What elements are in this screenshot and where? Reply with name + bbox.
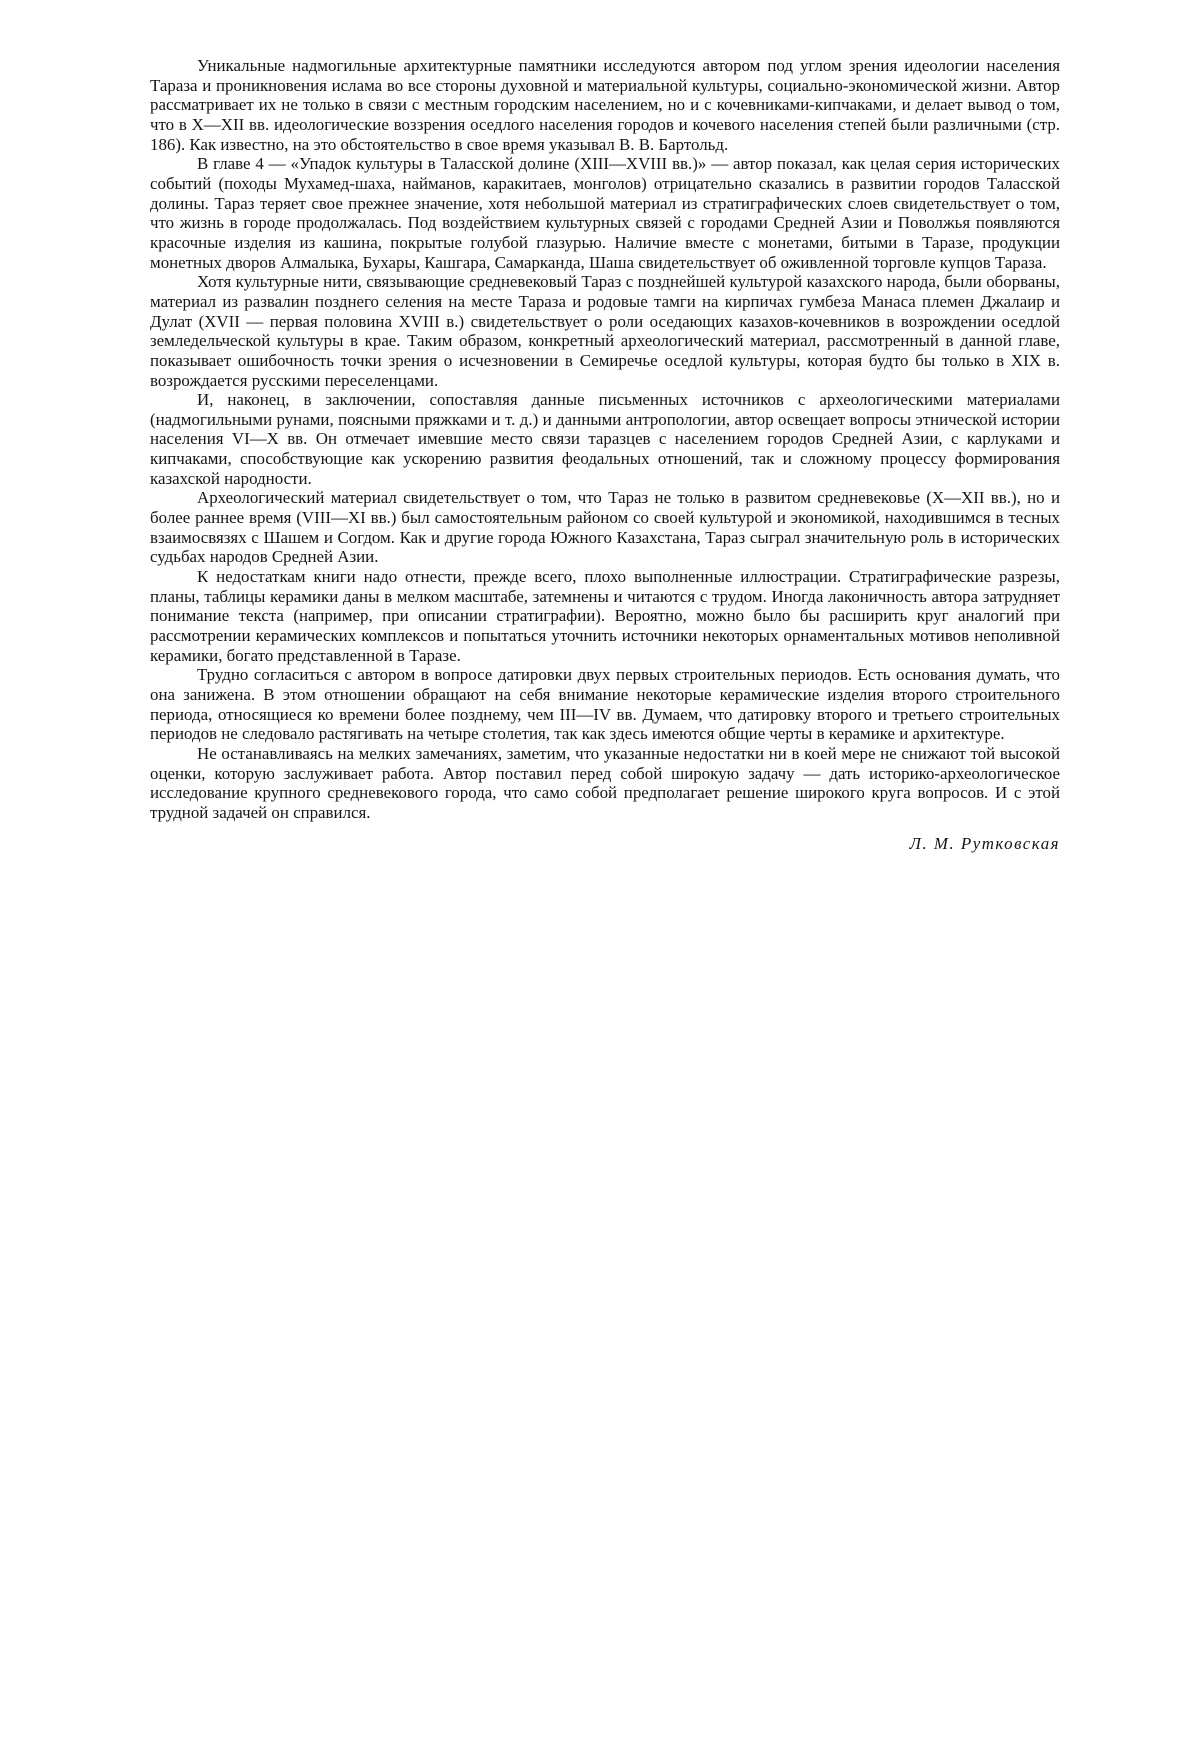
paragraph-1: Уникальные надмогильные архитектурные памятники исследуются автором под углом зрения идеологии населения Тараза и проникновения ислама во все стороны духовной и материальной культуры, социально-экономической жизни. Автор рассматривает их не только в связи с местным городским населением, но и с кочевниками-кипчаками, и делает вывод о том, что в X—XII вв. идеологические воззрения оседлого населения городов и кочевого населения степей были различными (стр. 186). Как известно, на это обстоятельство в свое время указывал В. В. Бартольд. xyxy=(150,56,1060,154)
paragraph-7: Трудно согласиться с автором в вопросе датировки двух первых строительных периодов. Есть основания думать, что она занижена. В этом отношении обращают на себя внимание некоторые керамические изделия второго строительного периода, относящиеся ко времени более позднему, чем III—IV вв. Думаем, что датировку второго и третьего строительных периодов не следовало растягивать на четыре столетия, так как здесь имеются общие черты в керамике и архитектуре. xyxy=(150,665,1060,744)
paragraph-5: Археологический материал свидетельствует о том, что Тараз не только в развитом средневековье (X—XII вв.), но и более раннее время (VIII—XI вв.) был самостоятельным районом со своей культурой и экономикой, находившимся в тесных взаимосвязях с Шашем и Согдом. Как и другие города Южного Казахстана, Тараз сыграл значительную роль в исторических судьбах народов Средней Азии. xyxy=(150,488,1060,567)
review-text-page xyxy=(150,56,1060,853)
paragraph-4: И, наконец, в заключении, сопоставляя данные письменных источников с археологическими материалами (надмогильными рунами, поясными пряжками и т. д.) и данными антропологии, автор освещает вопросы этнической истории населения VI—X вв. Он отмечает имевшие место связи таразцев с населением городов Средней Азии, с карлуками и кипчаками, способствующие как ускорению развития феодальных отношений, так и сложному процессу формирования казахской народности. xyxy=(150,390,1060,488)
paragraph-6: К недостаткам книги надо отнести, прежде всего, плохо выполненные иллюстрации. Стратиграфические разрезы, планы, таблицы керамики даны в мелком масштабе, затемнены и читаются с трудом. Иногда лаконичность автора затрудняет понимание текста (например, при описании стратиграфии). Вероятно, можно было бы расширить круг аналогий при рассмотрении керамических комплексов и попытаться уточнить источники некоторых орнаментальных мотивов неполивной керамики, богато представленной в Таразе. xyxy=(150,567,1060,665)
paragraph-2: В главе 4 — «Упадок культуры в Таласской долине (XIII—XVIII вв.)» — автор показал, как целая серия исторических событий (походы Мухамед-шаха, найманов, каракитаев, монголов) отрицательно сказались в развитии городов Таласской долины. Тараз теряет свое прежнее значение, хотя небольшой материал из стратиграфических слоев свидетельствует о том, что жизнь в городе продолжалась. Под воздействием культурных связей с городами Средней Азии и Поволжья появляются красочные изделия из кашина, покрытые голубой глазурью. Наличие вместе с монетами, битыми в Таразе, продукции монетных дворов Алмалыка, Бухары, Кашгара, Самарканда, Шаша свидетельствует об оживленной торговле купцов Тараза. xyxy=(150,154,1060,272)
paragraph-3: Хотя культурные нити, связывающие средневековый Тараз с позднейшей культурой казахского народа, были оборваны, материал из развалин позднего селения на месте Тараза и родовые тамги на кирпичах гумбеза Манаса племен Джалаир и Дулат (XVII — первая половина XVIII в.) свидетельствует о роли оседающих казахов-кочевников в возрождении оседлой земледельческой культуры в крае. Таким образом, конкретный археологический материал, рассмотренный в данной главе, показывает ошибочность точки зрения о исчезновении в Семиречье оседлой культуры, которая будто бы только в XIX в. возрождается русскими переселенцами. xyxy=(150,272,1060,390)
author-signature: Л. М. Рутковская xyxy=(909,833,1060,853)
paragraph-8: Не останавливаясь на мелких замечаниях, заметим, что указанные недостатки ни в коей мере не снижают той высокой оценки, которую заслуживает работа. Автор поставил перед собой широкую задачу — дать историко-археологическое исследование крупного средневекового города, что само собой предполагает решение широкого круга вопросов. И с этой трудной задачей он справился. xyxy=(150,743,1060,822)
